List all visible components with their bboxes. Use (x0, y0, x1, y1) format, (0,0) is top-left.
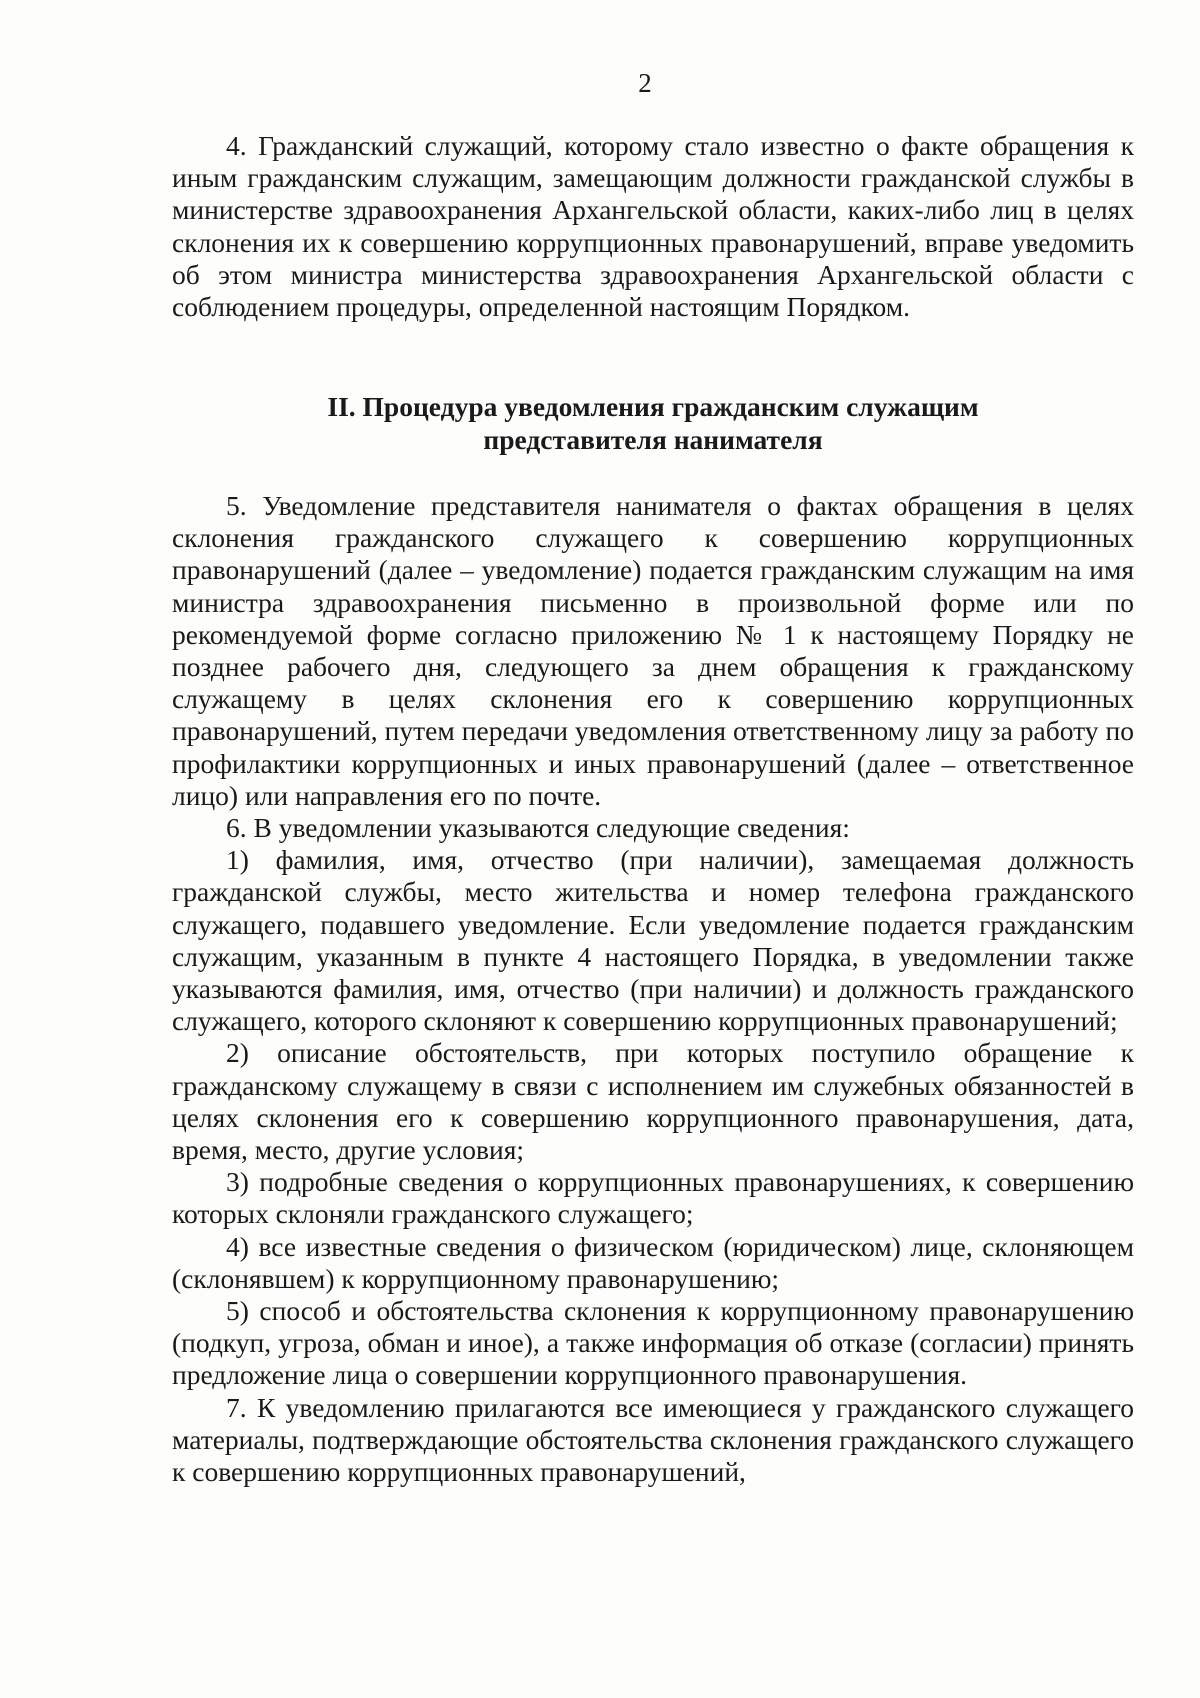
paragraph-4: 4. Гражданский служащий, которому стало известно о факте обращения к иным гражданским служащим, замещающим должности гражданской службы в министерстве здравоохранения Архангельской области, каких-либо лиц в целях склонения их к совершению коррупционных правонарушений, вправе уведомить об этом министра министерства здравоохранения Архангельской области с соблюдением процедуры, определенной настоящим Порядком. (172, 130, 1134, 323)
paragraph-5: 5. Уведомление представителя нанимателя о фактах обращения в целях склонения гражданского служащего к совершению коррупционных правонарушений (далее – уведомление) подается гражданским служащим на имя министра здравоохранения письменно в произвольной форме или по рекомендуемой форме согласно приложению № 1 к настоящему Порядку не позднее рабочего дня, следующего за днем обращения к гражданскому служащему в целях склонения его к совершению коррупционных правонарушений, путем передачи уведомления ответственному лицу за работу по профилактики коррупционных и иных правонарушений (далее – ответственное лицо) или направления его по почте. (172, 490, 1134, 811)
text-block-intro (172, 130, 1134, 323)
section-heading-line-1: II. Процедура уведомления гражданским служащим (327, 391, 979, 422)
paragraph-6-item-2: 2) описание обстоятельств, при которых поступило обращение к гражданскому служащему в связи с исполнением им служебных обязанностей в целях склонения его к совершению коррупционного правонарушения, дата, время, место, другие условия; (172, 1037, 1134, 1166)
section-heading-line-2: представителя нанимателя (483, 424, 823, 455)
paragraph-7: 7. К уведомлению прилагаются все имеющиеся у гражданского служащего материалы, подтверждающие обстоятельства склонения гражданского служащего к совершению коррупционных правонарушений, (172, 1391, 1134, 1488)
section-heading (172, 390, 1134, 456)
paragraph-6-item-1: 1) фамилия, имя, отчество (при наличии), замещаемая должность гражданской службы, место жительства и номер телефона гражданского служащего, подавшего уведомление. Если уведомление подается гражданским служащим, указанным в пункте 4 настоящего Порядка, в уведомлении также указываются фамилия, имя, отчество (при наличии) и должность гражданского служащего, которого склоняют к совершению коррупционных правонарушений; (172, 844, 1134, 1037)
paragraph-6-item-5: 5) способ и обстоятельства склонения к коррупционному правонарушению (подкуп, угроза, обман и иное), а также информация об отказе (согласии) принять предложение лица о совершении коррупционного правонарушения. (172, 1295, 1134, 1391)
paragraph-6: 6. В уведомлении указываются следующие сведения: (226, 812, 850, 844)
page-number: 2 (638, 68, 652, 98)
text-block-main (172, 490, 1134, 1488)
paragraph-6-item-3: 3) подробные сведения о коррупционных правонарушениях, к совершению которых склоняли гражданского служащего; (172, 1166, 1134, 1230)
paragraph-6-item-4: 4) все известные сведения о физическом (юридическом) лице, склоняющем (склонявшем) к коррупционному правонарушению; (172, 1230, 1134, 1294)
